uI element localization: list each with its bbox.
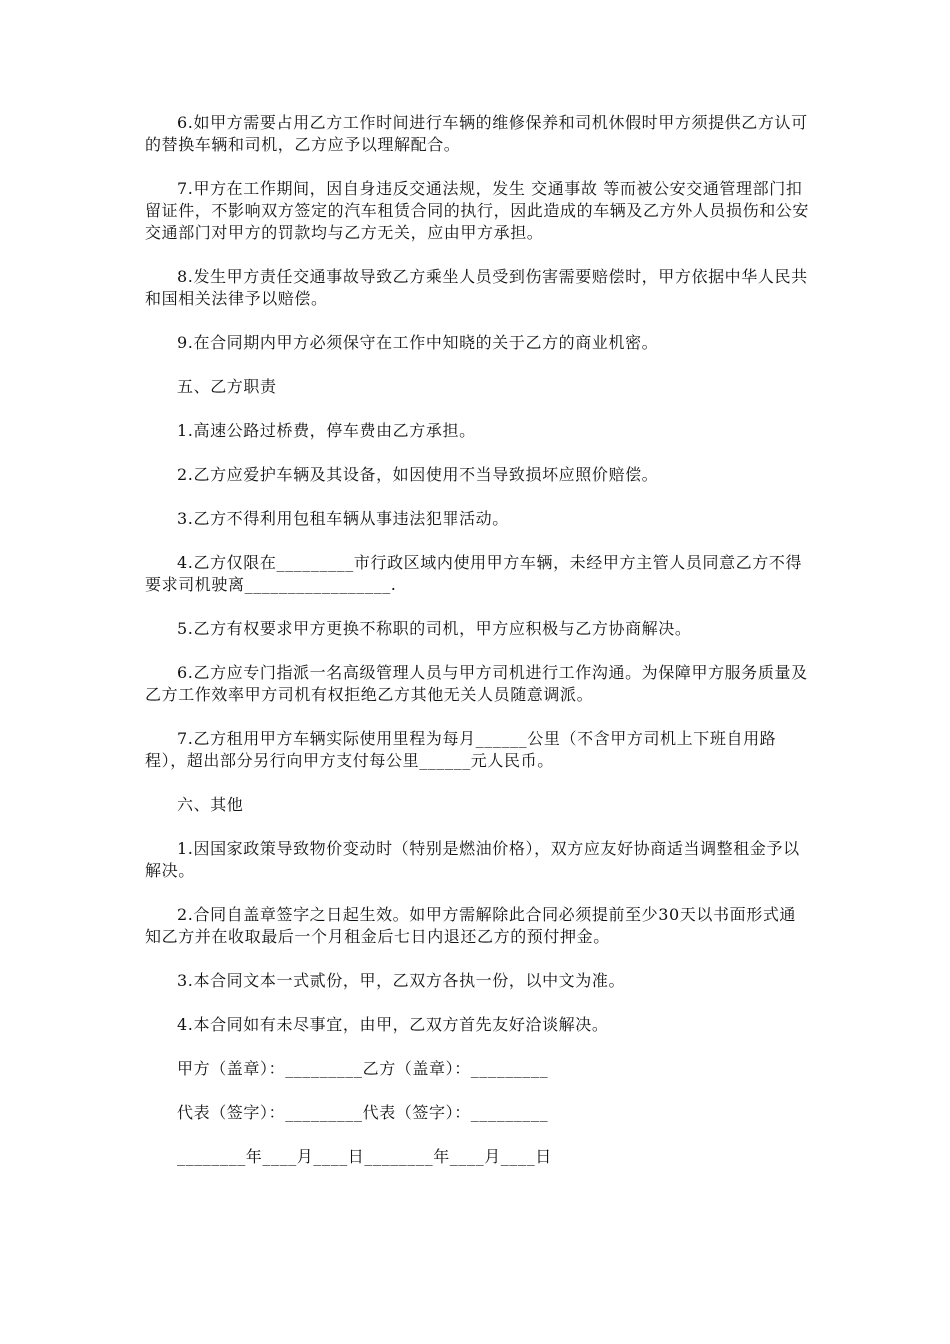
clause-6-2: 2.合同自盖章签字之日起生效。如甲方需解除此合同必须提前至少30天以书面形式通知乙方并在收取最后一个月租金后七日内退还乙方的预付押金。 [145, 905, 797, 946]
clause-4-6: 6.如甲方需要占用乙方工作时间进行车辆的维修保养和司机休假时甲方须提供乙方认可的替换车辆和司机，乙方应予以理解配合。 [145, 113, 808, 154]
clause-5-5: 5.乙方有权要求甲方更换不称职的司机，甲方应积极与乙方协商解决。 [177, 619, 692, 638]
clause-6-4: 4.本合同如有未尽事宜，由甲，乙双方首先友好洽谈解决。 [177, 1015, 609, 1034]
signature-line: 代表（签字）：_________代表（签字）：_________ [177, 1103, 549, 1122]
clause-6-1: 1.因国家政策导致物价变动时（特别是燃油价格），双方应友好协商适当调整租金予以解决。 [145, 839, 800, 880]
section-5-title: 五、乙方职责 [177, 377, 277, 396]
clause-5-2: 2.乙方应爱护车辆及其设备，如因使用不当导致损坏应照价赔偿。 [177, 465, 659, 484]
clause-4-8: 8.发生甲方责任交通事故导致乙方乘坐人员受到伤害需要赔偿时，甲方依据中华人民共和国相关法律予以赔偿。 [145, 267, 808, 308]
clause-5-4: 4.乙方仅限在_________市行政区域内使用甲方车辆，未经甲方主管人员同意乙方不得要求司机驶离_________________. [145, 553, 803, 594]
clause-4-9: 9.在合同期内甲方必须保守在工作中知晓的关于乙方的商业机密。 [177, 333, 659, 352]
contract-page [145, 112, 810, 1190]
clause-5-1: 1.高速公路过桥费，停车费由乙方承担。 [177, 421, 476, 440]
clause-5-6: 6.乙方应专门指派一名高级管理人员与甲方司机进行工作沟通。为保障甲方服务质量及乙方工作效率甲方司机有权拒绝乙方其他无关人员随意调派。 [145, 663, 808, 704]
clause-4-7: 7.甲方在工作期间，因自身违反交通法规，发生 交通事故 等而被公安交通管理部门扣留证件，不影响双方签定的汽车租赁合同的执行，因此造成的车辆及乙方外人员损伤和公安交通部门对甲方的罚款均与乙方无关，应由甲方承担。 [145, 179, 810, 242]
clause-6-3: 3.本合同文本一式贰份，甲，乙双方各执一份，以中文为准。 [177, 971, 626, 990]
clause-5-3: 3.乙方不得利用包租车辆从事违法犯罪活动。 [177, 509, 509, 528]
clause-5-7: 7.乙方租用甲方车辆实际使用里程为每月______公里（不含甲方司机上下班自用路程），超出部分另行向甲方支付每公里______元人民币。 [145, 729, 777, 770]
date-line: ________年____月____日________年____月____日 [177, 1147, 552, 1166]
seal-line: 甲方（盖章）：_________乙方（盖章）：_________ [177, 1059, 549, 1078]
section-6-title: 六、其他 [177, 795, 244, 814]
